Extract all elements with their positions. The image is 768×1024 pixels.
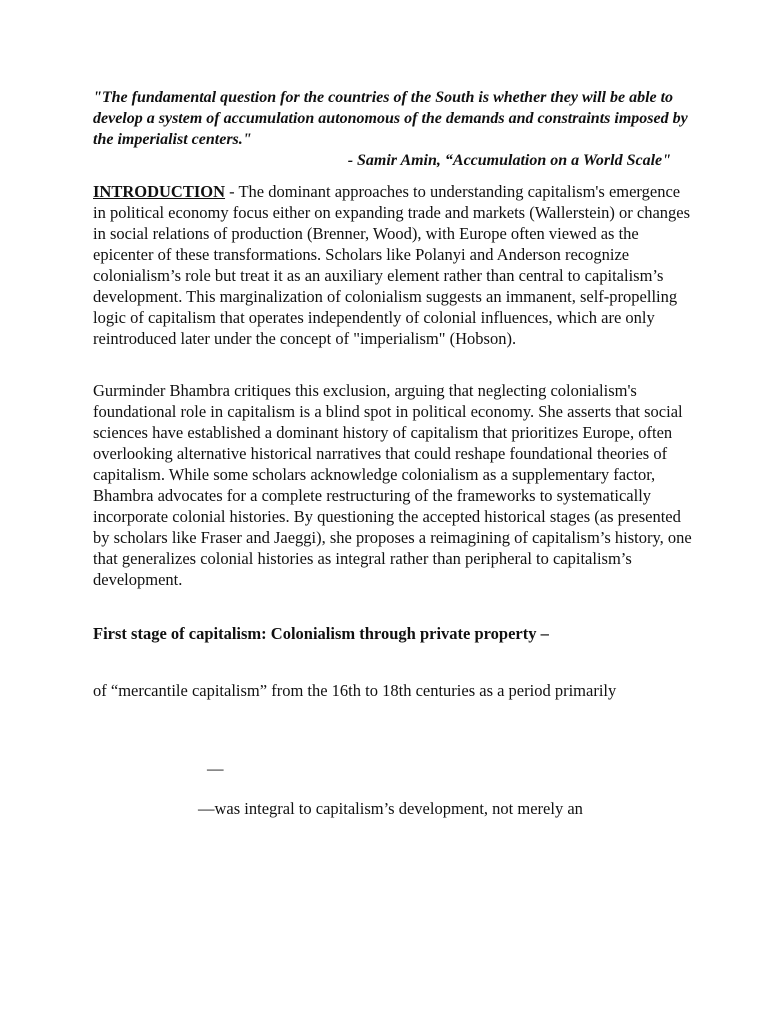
text-fragment-mercantile: of “mercantile capitalism” from the 16th to 18th centuries as a period primarily [93,681,617,700]
epigraph-quote: "The fundamental question for the countries of the South is whether they will be able to develop a system of accumulation autonomous of the demands and constraints imposed by the imperialist centers." [93,89,688,148]
introduction-label: INTRODUCTION [93,182,226,201]
text-fragment-integral: —was integral to capitalism’s development, not merely an [198,799,583,818]
introduction-paragraph [93,181,693,349]
epigraph-attribution: - Samir Amin, “Accumulation on a World Scale" [347,152,671,169]
introduction-text: - The dominant approaches to understanding capitalism's emergence in political economy focus either on expanding trade and markets (Wallerstein) or changes in social relations of production (Brenner, Wood), with Europe often viewed as the epicenter of these transformations. Scholars like Polanyi and Anderson recognize colonialism’s role but treat it as an auxiliary element rather than central to capitalism’s development. This marginalization of colonialism suggests an immanent, self-propelling logic of capitalism that operates independently of colonial influences, which are only reintroduced later under the concept of "imperialism" (Hobson). [93,182,691,348]
section-heading: First stage of capitalism: Colonialism through private property – [93,624,549,643]
text-fragment-dash: — [207,759,224,778]
bhambra-paragraph: Gurminder Bhambra critiques this exclusion, arguing that neglecting colonialism's foundational role in capitalism is a blind spot in political economy. She asserts that social sciences have established a dominant history of capitalism that prioritizes Europe, often overlooking alternative historical narratives that could reshape foundational theories of capitalism. While some scholars acknowledge colonialism as a supplementary factor, Bhambra advocates for a complete restructuring of the frameworks to systematically incorporate colonial histories. By questioning the accepted historical stages (as presented by scholars like Fraser and Jaeggi), she proposes a reimagining of capitalism’s history, one that generalizes colonial histories as integral rather than peripheral to capitalism’s development. [93,381,692,589]
